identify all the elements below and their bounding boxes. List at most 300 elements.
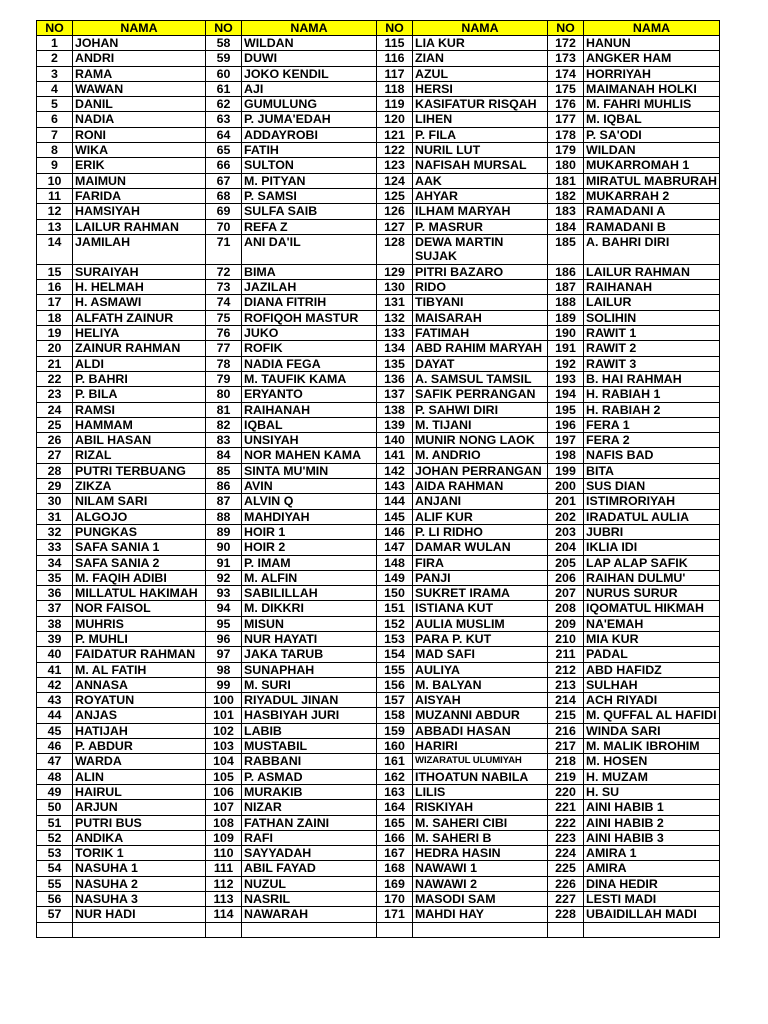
row-number: 122 <box>377 143 413 158</box>
name-cell: REFA Z <box>242 219 377 234</box>
row-number: 119 <box>377 97 413 112</box>
row-number: 6 <box>37 112 73 127</box>
table-row <box>37 509 720 524</box>
name-cell: B. HAI RAHMAH <box>584 371 720 386</box>
row-number: 36 <box>37 586 73 601</box>
row-number: 101 <box>206 708 242 723</box>
row-number: 228 <box>548 907 584 922</box>
row-number: 209 <box>548 616 584 631</box>
table-row <box>37 616 720 631</box>
name-cell: M. SAHERI CIBI <box>413 815 548 830</box>
table-row <box>37 310 720 325</box>
name-cell: MAIMUN <box>73 173 206 188</box>
name-cell: RIZAL <box>73 448 206 463</box>
table-row <box>37 540 720 555</box>
header-nama: NAMA <box>242 21 377 36</box>
table-row <box>37 524 720 539</box>
row-number: 129 <box>377 264 413 279</box>
name-cell: ERIK <box>73 158 206 173</box>
name-cell: RAMADANI B <box>584 219 720 234</box>
row-number: 106 <box>206 784 242 799</box>
row-number: 5 <box>37 97 73 112</box>
row-number: 152 <box>377 616 413 631</box>
table-row <box>37 387 720 402</box>
row-number: 168 <box>377 861 413 876</box>
row-number: 178 <box>548 127 584 142</box>
row-number: 191 <box>548 341 584 356</box>
row-number: 20 <box>37 341 73 356</box>
row-number: 167 <box>377 846 413 861</box>
name-cell: H. ASMAWI <box>73 295 206 310</box>
row-number: 23 <box>37 387 73 402</box>
row-number: 193 <box>548 371 584 386</box>
empty-cell <box>242 922 377 937</box>
name-cell: RIDO <box>413 280 548 295</box>
name-cell: HOIR 2 <box>242 540 377 555</box>
name-cell: HANUN <box>584 36 720 51</box>
name-cell: LAILUR RAHMAN <box>584 264 720 279</box>
name-cell: IKLIA IDI <box>584 540 720 555</box>
row-number: 46 <box>37 739 73 754</box>
row-number: 61 <box>206 81 242 96</box>
name-cell: DANIL <box>73 97 206 112</box>
row-number: 32 <box>37 524 73 539</box>
name-cell: M. ANDRIO <box>413 448 548 463</box>
name-cell: RIYADUL JINAN <box>242 693 377 708</box>
name-cell: RONI <box>73 127 206 142</box>
name-cell: NILAM SARI <box>73 494 206 509</box>
name-cell: LAP ALAP SAFIK <box>584 555 720 570</box>
row-number: 82 <box>206 417 242 432</box>
row-number: 187 <box>548 280 584 295</box>
row-number: 132 <box>377 310 413 325</box>
row-number: 14 <box>37 234 73 264</box>
table-row <box>37 769 720 784</box>
table-row <box>37 555 720 570</box>
name-cell: HOIR 1 <box>242 524 377 539</box>
name-cell: P. SA'ODI <box>584 127 720 142</box>
name-cell: M. ALFIN <box>242 570 377 585</box>
row-number: 123 <box>377 158 413 173</box>
name-cell: SAFA SANIA 1 <box>73 540 206 555</box>
row-number: 169 <box>377 876 413 891</box>
row-number: 135 <box>377 356 413 371</box>
row-number: 67 <box>206 173 242 188</box>
name-cell: FATHAN ZAINI <box>242 815 377 830</box>
table-row <box>37 708 720 723</box>
row-number: 149 <box>377 570 413 585</box>
name-cell: H. SU <box>584 784 720 799</box>
name-cell: P. IMAM <box>242 555 377 570</box>
row-number: 72 <box>206 264 242 279</box>
row-number: 18 <box>37 310 73 325</box>
row-number: 116 <box>377 51 413 66</box>
table-row <box>37 677 720 692</box>
name-cell: SULTON <box>242 158 377 173</box>
name-cell: ALFATH ZAINUR <box>73 310 206 325</box>
row-number: 115 <box>377 36 413 51</box>
name-cell: RISKIYAH <box>413 800 548 815</box>
row-number: 186 <box>548 264 584 279</box>
row-number: 108 <box>206 815 242 830</box>
name-cell: ABIL FAYAD <box>242 861 377 876</box>
row-number: 142 <box>377 463 413 478</box>
name-cell: P. FILA <box>413 127 548 142</box>
name-cell: NAWAWI 2 <box>413 876 548 891</box>
table-row <box>37 371 720 386</box>
name-cell: SULFA SAIB <box>242 204 377 219</box>
name-cell: M. MALIK IBROHIM <box>584 739 720 754</box>
name-cell: AINI HABIB 2 <box>584 815 720 830</box>
row-number: 147 <box>377 540 413 555</box>
name-cell: A. SAMSUL TAMSIL <box>413 371 548 386</box>
name-cell: M. IQBAL <box>584 112 720 127</box>
row-number: 113 <box>206 892 242 907</box>
table-row <box>37 463 720 478</box>
name-cell: HAMSIYAH <box>73 204 206 219</box>
name-cell: LIA KUR <box>413 36 548 51</box>
name-cell: RAIHAN DULMU' <box>584 570 720 585</box>
row-number: 43 <box>37 693 73 708</box>
row-number: 60 <box>206 66 242 81</box>
row-number: 8 <box>37 143 73 158</box>
name-cell: AISYAH <box>413 693 548 708</box>
name-cell: RAMSI <box>73 402 206 417</box>
name-cell: M. BALYAN <box>413 677 548 692</box>
row-number: 75 <box>206 310 242 325</box>
header-no: NO <box>37 21 73 36</box>
name-cell: ISTIANA KUT <box>413 601 548 616</box>
row-number: 109 <box>206 830 242 845</box>
row-number: 103 <box>206 739 242 754</box>
row-number: 182 <box>548 188 584 203</box>
row-number: 77 <box>206 341 242 356</box>
row-number: 54 <box>37 861 73 876</box>
name-cell: FATIH <box>242 143 377 158</box>
row-number: 211 <box>548 647 584 662</box>
row-number: 165 <box>377 815 413 830</box>
name-cell: M. AL FATIH <box>73 662 206 677</box>
name-cell: FERA 2 <box>584 433 720 448</box>
row-number: 42 <box>37 677 73 692</box>
row-number: 69 <box>206 204 242 219</box>
row-number: 49 <box>37 784 73 799</box>
name-cell: DIANA FITRIH <box>242 295 377 310</box>
row-number: 66 <box>206 158 242 173</box>
name-cell: P. JUMA'EDAH <box>242 112 377 127</box>
table-row <box>37 326 720 341</box>
table-row <box>37 234 720 264</box>
row-number: 88 <box>206 509 242 524</box>
row-number: 190 <box>548 326 584 341</box>
row-number: 70 <box>206 219 242 234</box>
name-cell: NAWAWI 1 <box>413 861 548 876</box>
row-number: 22 <box>37 371 73 386</box>
row-number: 177 <box>548 112 584 127</box>
empty-cell <box>584 922 720 937</box>
name-cell: WIZARATUL ULUMIYAH <box>413 754 548 769</box>
row-number: 144 <box>377 494 413 509</box>
empty-cell <box>413 922 548 937</box>
row-number: 38 <box>37 616 73 631</box>
name-cell: NASUHA 3 <box>73 892 206 907</box>
row-number: 195 <box>548 402 584 417</box>
name-cell: HARIRI <box>413 739 548 754</box>
name-cell: DINA HEDIR <box>584 876 720 891</box>
name-cell: ABIL HASAN <box>73 433 206 448</box>
name-cell: LILIS <box>413 784 548 799</box>
name-cell: UBAIDILLAH MADI <box>584 907 720 922</box>
row-number: 95 <box>206 616 242 631</box>
table-row <box>37 417 720 432</box>
name-cell: RAIHANAH <box>242 402 377 417</box>
row-number: 179 <box>548 143 584 158</box>
table-row <box>37 66 720 81</box>
row-number: 13 <box>37 219 73 234</box>
row-number: 114 <box>206 907 242 922</box>
name-cell: ISTIMRORIYAH <box>584 494 720 509</box>
name-cell: AHYAR <box>413 188 548 203</box>
name-cell: ROFIQOH MASTUR <box>242 310 377 325</box>
row-number: 206 <box>548 570 584 585</box>
row-number: 73 <box>206 280 242 295</box>
name-cell: ANI DA'IL <box>242 234 377 264</box>
row-number: 92 <box>206 570 242 585</box>
table-row <box>37 861 720 876</box>
row-number: 83 <box>206 433 242 448</box>
name-cell: ZAINUR RAHMAN <box>73 341 206 356</box>
name-cell: HEDRA HASIN <box>413 846 548 861</box>
name-cell: LESTI MADI <box>584 892 720 907</box>
row-number: 71 <box>206 234 242 264</box>
name-cell: PANJI <box>413 570 548 585</box>
name-cell: IRADATUL AULIA <box>584 509 720 524</box>
row-number: 33 <box>37 540 73 555</box>
row-number: 117 <box>377 66 413 81</box>
name-cell: KASIFATUR RISQAH <box>413 97 548 112</box>
name-cell: SULHAH <box>584 677 720 692</box>
name-cell: ANJAS <box>73 708 206 723</box>
table-row <box>37 36 720 51</box>
row-number: 89 <box>206 524 242 539</box>
name-cell: NOR FAISOL <box>73 601 206 616</box>
name-cell: MUKARRAH 2 <box>584 188 720 203</box>
name-cell: FATIMAH <box>413 326 548 341</box>
empty-cell <box>548 922 584 937</box>
table-row <box>37 784 720 799</box>
name-cell: NASRIL <box>242 892 377 907</box>
name-cell: MUKARROMAH 1 <box>584 158 720 173</box>
row-number: 175 <box>548 81 584 96</box>
header-nama: NAMA <box>584 21 720 36</box>
row-number: 90 <box>206 540 242 555</box>
row-number: 110 <box>206 846 242 861</box>
table-row <box>37 280 720 295</box>
name-cell: HASBIYAH JURI <box>242 708 377 723</box>
row-number: 62 <box>206 97 242 112</box>
row-number: 48 <box>37 769 73 784</box>
table-row <box>37 204 720 219</box>
row-number: 98 <box>206 662 242 677</box>
name-cell: MAISARAH <box>413 310 548 325</box>
row-number: 100 <box>206 693 242 708</box>
name-cell: DAMAR WULAN <box>413 540 548 555</box>
name-cell: AMIRA 1 <box>584 846 720 861</box>
row-number: 212 <box>548 662 584 677</box>
name-cell: SAFIK PERRANGAN <box>413 387 548 402</box>
table-row <box>37 647 720 662</box>
row-number: 172 <box>548 36 584 51</box>
name-cell: HORRIYAH <box>584 66 720 81</box>
table-row <box>37 570 720 585</box>
name-cell: RAWIT 2 <box>584 341 720 356</box>
row-number: 93 <box>206 586 242 601</box>
row-number: 227 <box>548 892 584 907</box>
name-cell: IQOMATUL HIKMAH <box>584 601 720 616</box>
row-number: 63 <box>206 112 242 127</box>
table-row <box>37 693 720 708</box>
row-number: 58 <box>206 36 242 51</box>
table-row <box>37 876 720 891</box>
table-row <box>37 219 720 234</box>
row-number: 226 <box>548 876 584 891</box>
name-cell: P. MASRUR <box>413 219 548 234</box>
name-cell: M. SURI <box>242 677 377 692</box>
name-cell: NADIA FEGA <box>242 356 377 371</box>
row-number: 24 <box>37 402 73 417</box>
row-number: 197 <box>548 433 584 448</box>
table-header <box>37 21 720 36</box>
row-number: 41 <box>37 662 73 677</box>
name-cell: ALIF KUR <box>413 509 548 524</box>
row-number: 134 <box>377 341 413 356</box>
name-cell: FAIDATUR RAHMAN <box>73 647 206 662</box>
name-cell: ZIKZA <box>73 479 206 494</box>
header-nama: NAMA <box>413 21 548 36</box>
name-cell: NUR HAYATI <box>242 631 377 646</box>
row-number: 171 <box>377 907 413 922</box>
name-cell: M. FAQIH ADIBI <box>73 570 206 585</box>
row-number: 138 <box>377 402 413 417</box>
name-cell: DAYAT <box>413 356 548 371</box>
name-cell: ANJANI <box>413 494 548 509</box>
name-cell: MIRATUL MABRURAH <box>584 173 720 188</box>
empty-cell <box>377 922 413 937</box>
table-row <box>37 494 720 509</box>
row-number: 137 <box>377 387 413 402</box>
name-cell: SINTA MU'MIN <box>242 463 377 478</box>
name-cell: JAZILAH <box>242 280 377 295</box>
name-cell: RAIHANAH <box>584 280 720 295</box>
row-number: 40 <box>37 647 73 662</box>
row-number: 19 <box>37 326 73 341</box>
row-number: 99 <box>206 677 242 692</box>
name-cell: ROFIK <box>242 341 377 356</box>
row-number: 183 <box>548 204 584 219</box>
name-cell: LAILUR RAHMAN <box>73 219 206 234</box>
name-cell: NA'EMAH <box>584 616 720 631</box>
name-cell: ALGOJO <box>73 509 206 524</box>
name-cell: FERA 1 <box>584 417 720 432</box>
name-cell: M. FAHRI MUHLIS <box>584 97 720 112</box>
row-number: 198 <box>548 448 584 463</box>
table-row <box>37 97 720 112</box>
name-cell: NADIA <box>73 112 206 127</box>
name-cell: MAIMANAH HOLKI <box>584 81 720 96</box>
name-cell: HAIRUL <box>73 784 206 799</box>
row-number: 55 <box>37 876 73 891</box>
row-number: 180 <box>548 158 584 173</box>
row-number: 131 <box>377 295 413 310</box>
name-cell: PADAL <box>584 647 720 662</box>
name-cell: ANNASA <box>73 677 206 692</box>
name-cell: PUNGKAS <box>73 524 206 539</box>
name-cell: ANGKER HAM <box>584 51 720 66</box>
name-cell: SOLIHIN <box>584 310 720 325</box>
name-cell: MUHRIS <box>73 616 206 631</box>
header-no: NO <box>206 21 242 36</box>
name-cell: LAILUR <box>584 295 720 310</box>
row-number: 111 <box>206 861 242 876</box>
row-number: 160 <box>377 739 413 754</box>
name-cell: ALVIN Q <box>242 494 377 509</box>
name-cell: FARIDA <box>73 188 206 203</box>
row-number: 87 <box>206 494 242 509</box>
name-cell: P. MUHLI <box>73 631 206 646</box>
name-cell: ZIAN <box>413 51 548 66</box>
name-cell: ALIN <box>73 769 206 784</box>
row-number: 155 <box>377 662 413 677</box>
row-number: 225 <box>548 861 584 876</box>
row-number: 31 <box>37 509 73 524</box>
name-cell: H. HELMAH <box>73 280 206 295</box>
row-number: 68 <box>206 188 242 203</box>
table-row <box>37 892 720 907</box>
name-cell: H. RABIAH 2 <box>584 402 720 417</box>
header-nama: NAMA <box>73 21 206 36</box>
name-cell: PUTRI BUS <box>73 815 206 830</box>
name-cell: P. ABDUR <box>73 739 206 754</box>
name-cell: AVIN <box>242 479 377 494</box>
name-cell: P. BILA <box>73 387 206 402</box>
row-number: 85 <box>206 463 242 478</box>
table-row <box>37 143 720 158</box>
name-cell: RAMA <box>73 66 206 81</box>
row-number: 221 <box>548 800 584 815</box>
row-number: 213 <box>548 677 584 692</box>
table-row <box>37 356 720 371</box>
name-cell: ALDI <box>73 356 206 371</box>
row-number: 133 <box>377 326 413 341</box>
name-cell: M. TIJANI <box>413 417 548 432</box>
name-cell: P. SAHWI DIRI <box>413 402 548 417</box>
name-cell: ITHOATUN NABILA <box>413 769 548 784</box>
row-number: 208 <box>548 601 584 616</box>
row-number: 151 <box>377 601 413 616</box>
name-cell: WILDAN <box>242 36 377 51</box>
table-row <box>37 341 720 356</box>
row-number: 166 <box>377 830 413 845</box>
row-number: 59 <box>206 51 242 66</box>
name-cell: AULIYA <box>413 662 548 677</box>
table-row <box>37 601 720 616</box>
table-row <box>37 723 720 738</box>
name-cell: M. HOSEN <box>584 754 720 769</box>
row-number: 39 <box>37 631 73 646</box>
name-cell: MASODI SAM <box>413 892 548 907</box>
name-cell: DUWI <box>242 51 377 66</box>
name-cell: WAWAN <box>73 81 206 96</box>
